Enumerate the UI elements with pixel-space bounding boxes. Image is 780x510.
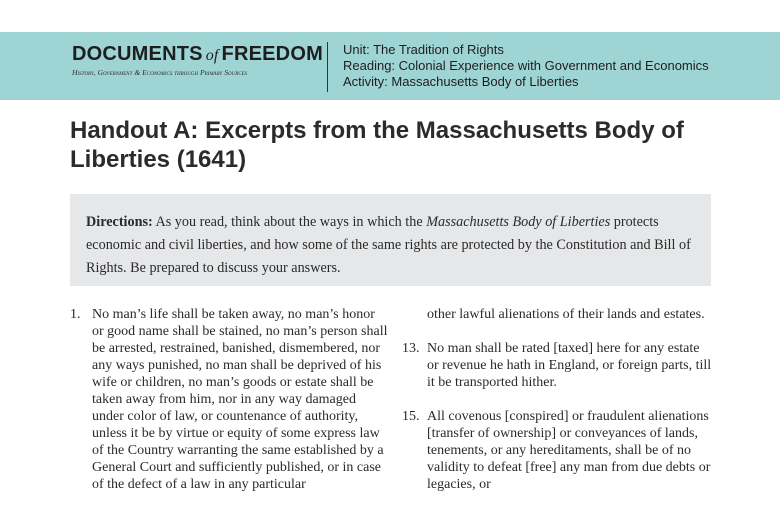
excerpts-right-column [402,306,712,510]
page-title: Handout A: Excerpts from the Massachusetts Body of Liberties (1641) [70,117,684,173]
brand-word-freedom: FREEDOM [221,43,323,65]
excerpt-item [402,408,712,493]
brand-word-documents: DOCUMENTS [72,43,203,65]
header-banner [0,32,780,100]
directions-lead: Directions: [86,214,153,230]
excerpt-text: No man’s life shall be taken away, no man’s honor or good name shall be stained, no man’s person shall be arrested, restrained, banished, dismembered, nor any ways punished, no man shall be deprived of his wife or children, no man’s goods or estate shall be taken away from him, nor in any way damaged under color of law, or countenance of authority, unless it be by virtue or equity of some express law of the Country warranting the same established by a General Court and sufficiently published, or in case of the defect of a law in any particular [92,307,388,492]
directions-text-after: protects economic and civil liberties, and how some of the same rights are protected by the Constitution and Bill of Rights. Be prepared to discuss your answers. [86,214,691,276]
unit-info [343,42,709,90]
reading-label: Reading: Colonial Experience with Government and Economics [343,58,709,73]
directions-text-before: As you read, think about the ways in which the [152,214,427,230]
directions-italic-title: Massachusetts Body of Liberties [426,214,611,230]
excerpt-item [402,306,712,323]
excerpt-item [402,340,712,391]
excerpts-left-column [70,306,388,510]
excerpt-text: All covenous [conspired] or fraudulent alienations [transfer of ownership] or conveyances of lands, tenements, or any hereditaments, shall be of no validity to defeat [free] any man from due debts or legacies, or [427,409,711,492]
brand-word-of: of [205,47,219,64]
directions-box [70,194,711,286]
excerpt-item [70,306,388,493]
unit-label: Unit: The Tradition of Rights [343,42,504,57]
excerpt-text: No man shall be rated [taxed] here for any estate or revenue he hath in England, or foreign parts, till it be transported hither. [427,341,712,390]
activity-label: Activity: Massachusetts Body of Liberties [343,74,579,89]
brand-name [72,43,324,66]
brand-logo [72,43,324,77]
header-divider [327,42,328,92]
excerpt-number: 13. [402,341,420,356]
brand-tagline: History, Government & Economics through Primary Sources [72,68,248,77]
excerpt-number: 15. [402,409,420,424]
excerpt-number: 1. [70,307,81,322]
excerpt-text: other lawful alienations of their lands and estates. [427,307,705,322]
